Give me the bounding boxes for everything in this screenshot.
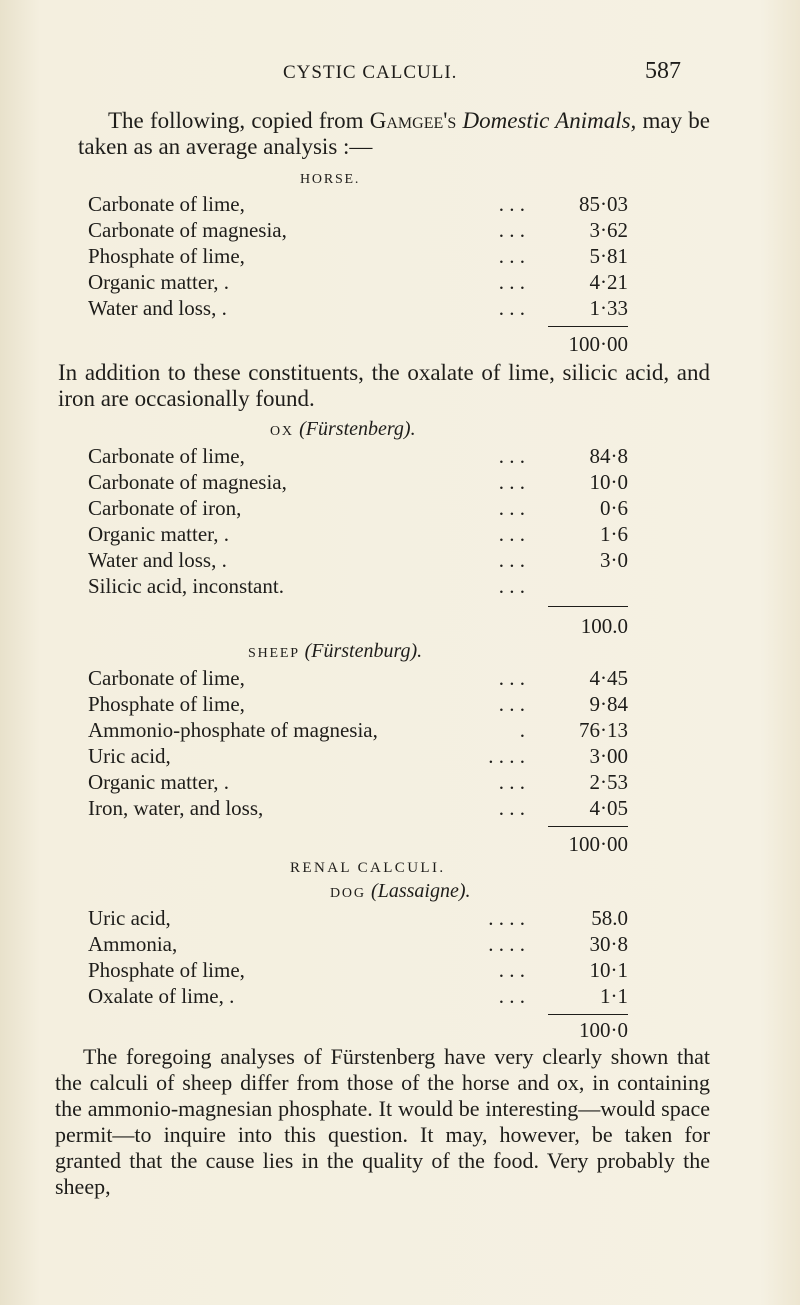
leader-dots: . [519, 718, 525, 742]
row-value: 4·05 [589, 796, 628, 820]
table-row [0, 496, 800, 521]
row-value: 3·62 [589, 218, 628, 242]
ox-title-source: (Fürstenberg). [299, 418, 416, 440]
row-value: 5·81 [589, 244, 628, 268]
table-row [0, 666, 800, 691]
dog-title-prefix: DOG [330, 886, 366, 901]
row-label: Water and loss, . [88, 296, 227, 320]
leader-dots: . . . [498, 770, 525, 794]
row-value: 10·0 [589, 470, 628, 494]
table-row [0, 522, 800, 547]
row-label: Phosphate of lime, [88, 692, 245, 716]
row-label: Phosphate of lime, [88, 958, 245, 982]
running-head: CYSTIC CALCULI. [283, 62, 458, 83]
addition-paragraph: In addition to these constituents, the oxalate of lime, silicic acid, and iron are occasionally found. [58, 360, 710, 411]
total-rule [548, 1014, 628, 1015]
book-title: Domestic Animals, [462, 108, 637, 133]
horse-table-title: HORSE. [300, 172, 361, 187]
intro-text-before: The following, copied from [108, 108, 370, 133]
leader-dots: . . . [498, 244, 525, 268]
leader-dots: . . . [498, 218, 525, 242]
total-rule [548, 606, 628, 607]
author-name: Gamgee's [369, 108, 457, 133]
row-label: Carbonate of lime, [88, 444, 245, 468]
sheep-total: 100·00 [568, 832, 628, 856]
row-value: 1·6 [600, 522, 628, 546]
ox-total: 100.0 [580, 614, 628, 638]
row-value: 84·8 [589, 444, 628, 468]
table-row [0, 296, 800, 321]
row-label: Uric acid, [88, 744, 171, 768]
leader-dots: . . . . [488, 932, 525, 956]
leader-dots: . . . [498, 496, 525, 520]
table-row [0, 718, 800, 743]
row-label: Uric acid, [88, 906, 171, 930]
horse-total: 100·00 [568, 332, 628, 356]
leader-dots: . . . [498, 666, 525, 690]
table-row [0, 574, 800, 599]
table-row [0, 218, 800, 243]
leader-dots: . . . [498, 270, 525, 294]
row-label: Carbonate of lime, [88, 666, 245, 690]
row-label: Organic matter, . [88, 770, 230, 794]
leader-dots: . . . [498, 796, 525, 820]
table-row [0, 192, 800, 217]
row-value: 85·03 [579, 192, 628, 216]
row-value: 1·33 [589, 296, 628, 320]
table-row [0, 770, 800, 795]
table-row [0, 796, 800, 821]
row-label: Carbonate of lime, [88, 192, 245, 216]
row-value: 2·53 [589, 770, 628, 794]
total-rule [548, 826, 628, 827]
row-label: Iron, water, and loss, [88, 796, 264, 820]
sheep-title-prefix: SHEEP [248, 646, 300, 661]
table-row [0, 244, 800, 269]
row-label: Ammonia, [88, 932, 178, 956]
leader-dots: . . . [498, 296, 525, 320]
row-label: Ammonio-phosphate of magnesia, [88, 718, 378, 742]
row-value: 3·00 [589, 744, 628, 768]
row-label: Carbonate of magnesia, [88, 470, 287, 494]
row-value: 30·8 [589, 932, 628, 956]
dog-table-title [330, 880, 471, 903]
row-label: Carbonate of magnesia, [88, 218, 287, 242]
row-value: 76·13 [579, 718, 628, 742]
row-label: Phosphate of lime, [88, 244, 245, 268]
row-label: Water and loss, . [88, 548, 227, 572]
conclusion-paragraph: The foregoing analyses of Fürstenberg have very clearly shown that the calculi of sheep differ from those of the horse and ox, in containing the ammonio-magnesian phosphate. It would be interesting—would space permit—to inquire into this question. It may, however, be taken for granted that the cause lies in the quality of the food. Very probably the sheep, [55, 1044, 710, 1199]
table-row [0, 984, 800, 1009]
dog-title-source: (Lassaigne). [371, 880, 471, 902]
ox-title-prefix: OX [270, 424, 294, 439]
dog-total: 100·0 [579, 1018, 628, 1042]
row-value: 4·21 [589, 270, 628, 294]
leader-dots: . . . [498, 574, 525, 598]
table-row [0, 548, 800, 573]
row-label: Oxalate of lime, . [88, 984, 235, 1008]
total-rule [548, 326, 628, 327]
leader-dots: . . . [498, 548, 525, 572]
table-row [0, 470, 800, 495]
leader-dots: . . . [498, 470, 525, 494]
intro-paragraph [78, 108, 710, 160]
row-value: 58.0 [591, 906, 628, 930]
leader-dots: . . . [498, 958, 525, 982]
intro-text-after: may be taken as an average analysis :— [78, 108, 711, 159]
table-row [0, 932, 800, 957]
renal-calculi-heading: RENAL CALCULI. [290, 860, 446, 876]
sheep-table-title [248, 640, 422, 663]
row-value: 3·0 [600, 548, 628, 572]
leader-dots: . . . [498, 444, 525, 468]
table-row [0, 958, 800, 983]
table-row [0, 270, 800, 295]
row-label: Silicic acid, inconstant. [88, 574, 284, 598]
leader-dots: . . . . [488, 906, 525, 930]
row-value: 1·1 [600, 984, 628, 1008]
leader-dots: . . . [498, 522, 525, 546]
row-label: Carbonate of iron, [88, 496, 242, 520]
leader-dots: . . . [498, 984, 525, 1008]
leader-dots: . . . . [488, 744, 525, 768]
ox-table-title [270, 418, 416, 441]
row-value: 4·45 [589, 666, 628, 690]
row-value: 9·84 [589, 692, 628, 716]
row-value: 0·6 [600, 496, 628, 520]
page-header [0, 58, 800, 88]
page-number: 587 [645, 58, 681, 84]
table-row [0, 692, 800, 717]
table-row [0, 906, 800, 931]
row-value: 10·1 [589, 958, 628, 982]
table-row [0, 444, 800, 469]
row-label: Organic matter, . [88, 522, 230, 546]
leader-dots: . . . [498, 192, 525, 216]
table-row [0, 744, 800, 769]
row-label: Organic matter, . [88, 270, 230, 294]
leader-dots: . . . [498, 692, 525, 716]
sheep-title-source: (Fürstenburg). [304, 640, 423, 662]
